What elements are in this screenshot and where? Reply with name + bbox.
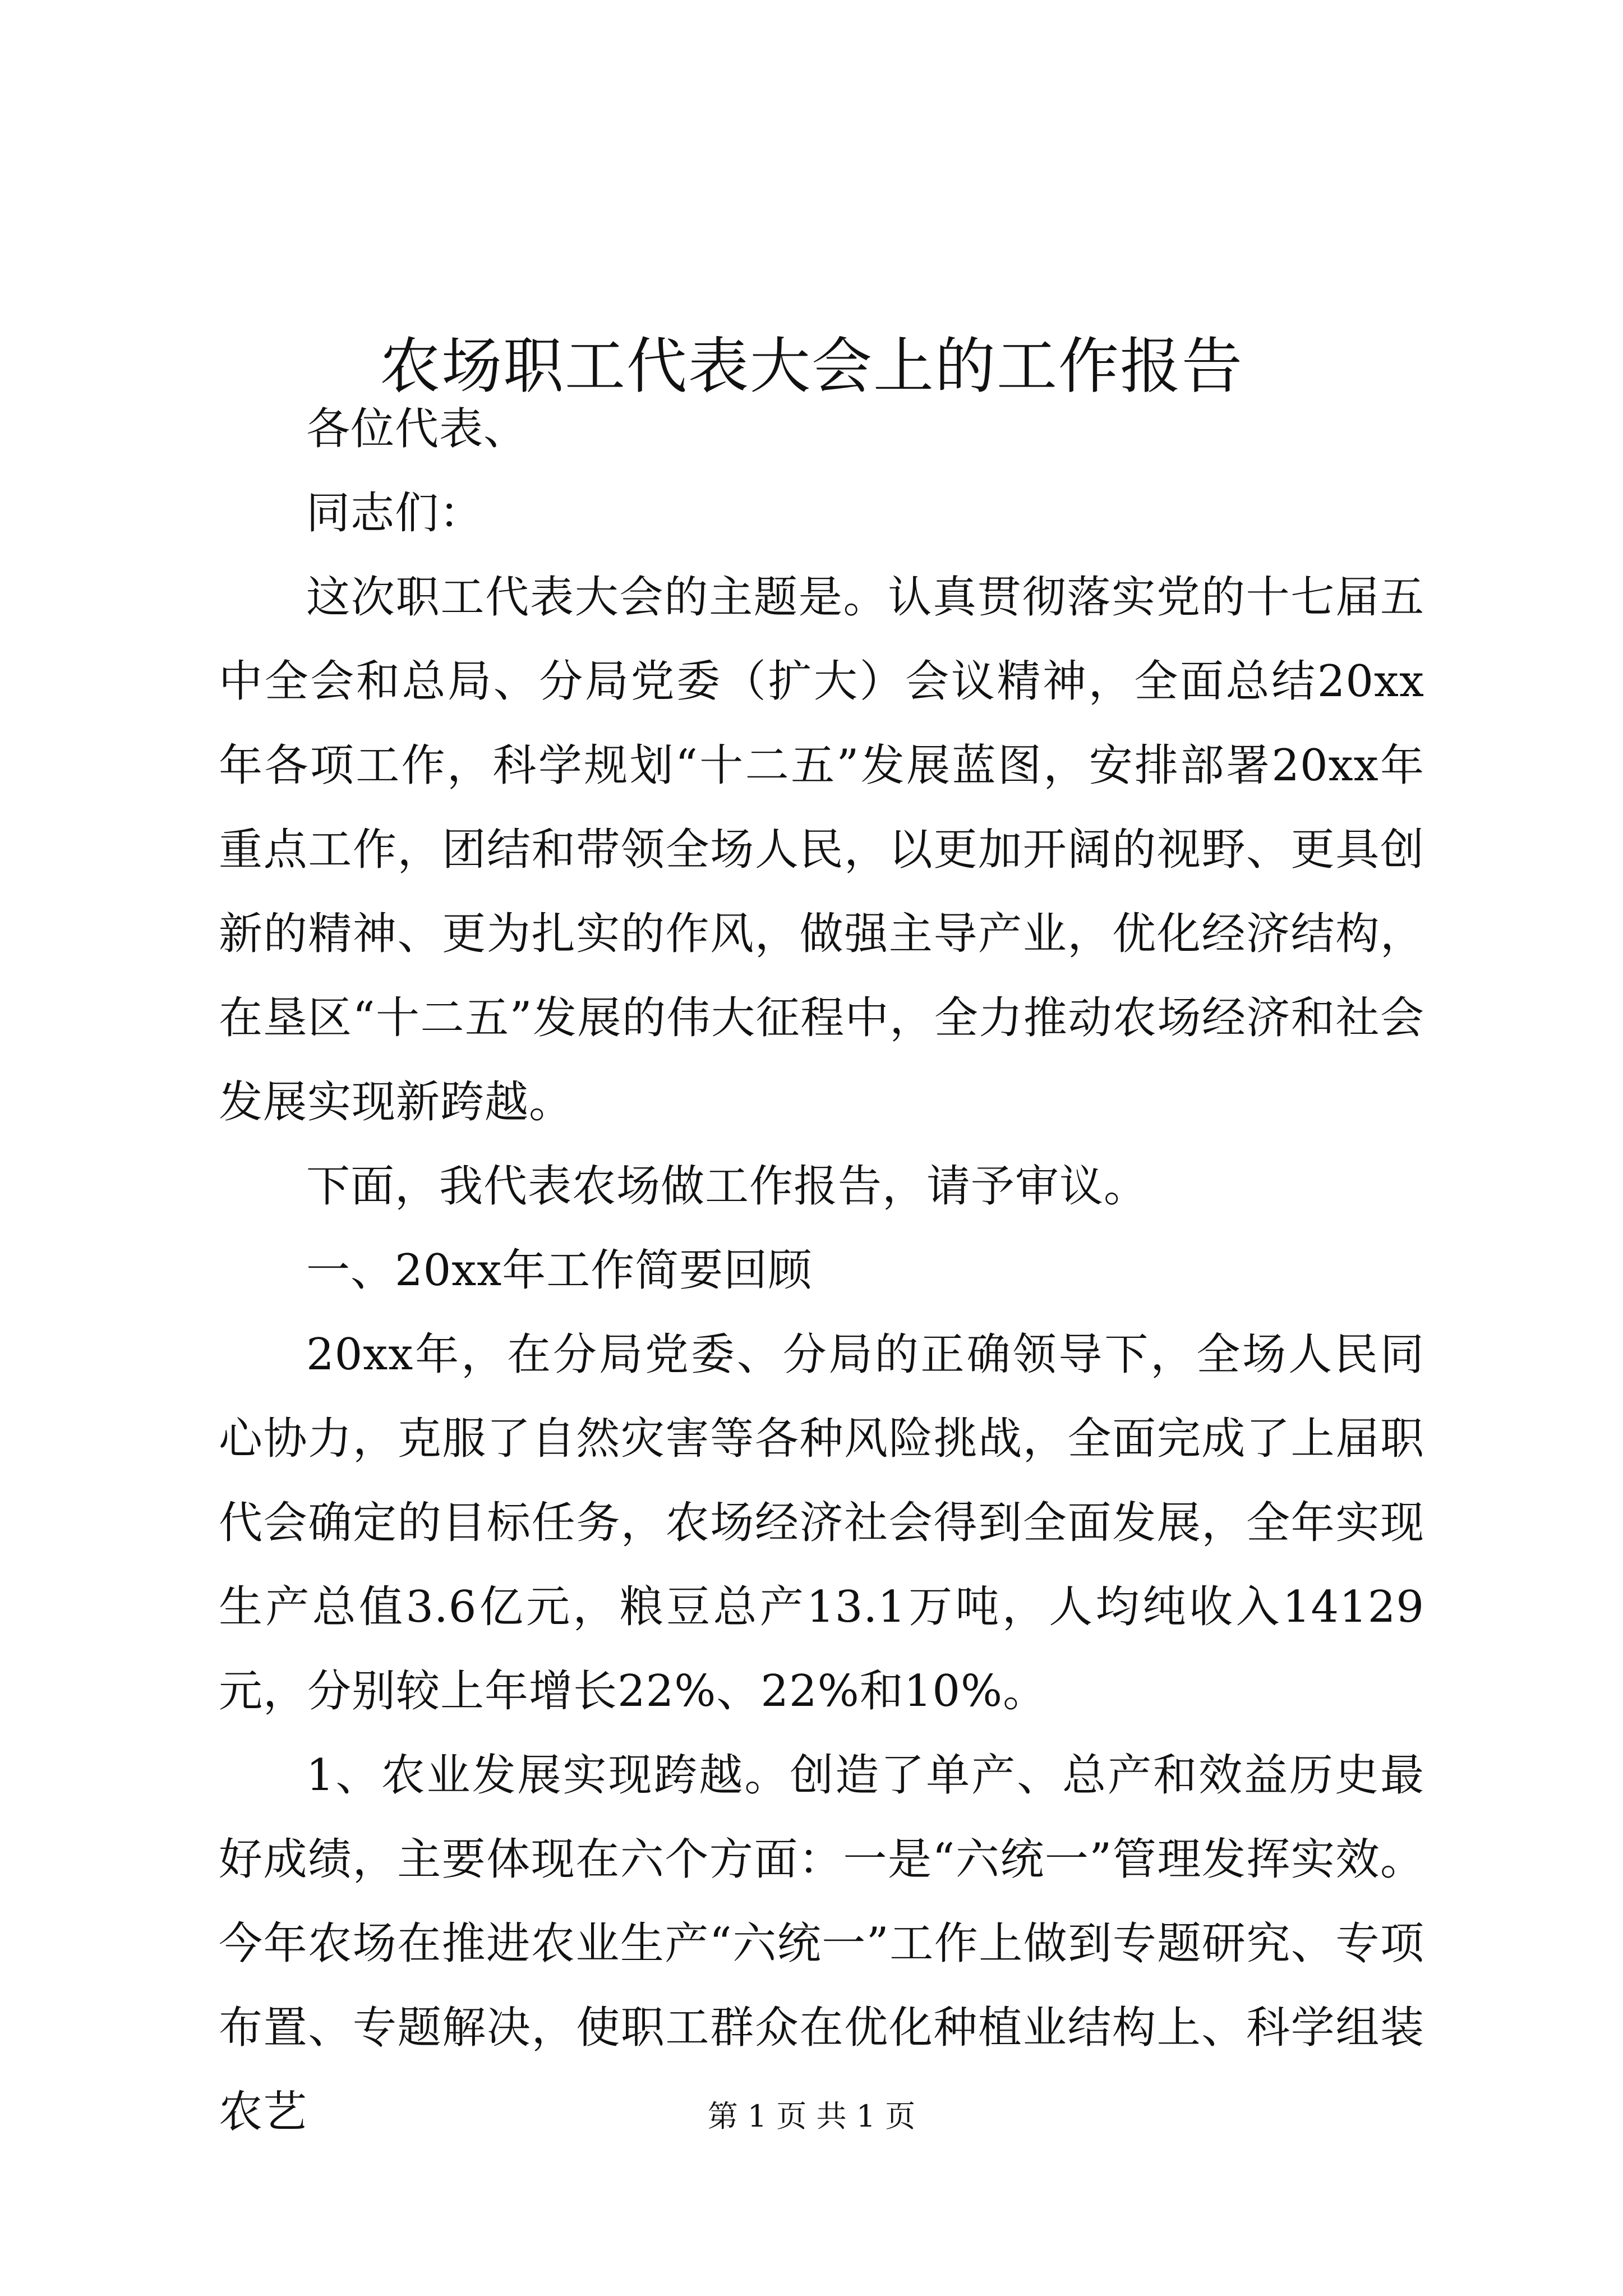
paragraph-intro: 下面，我代表农场做工作报告，请予审议。 — [306, 1161, 1149, 1212]
section-heading-review: 一、20xx年工作简要回顾 — [306, 1245, 813, 1296]
paragraph-overview: 20xx年，在分局党委、分局的正确领导下，全场人民同心协力，克服了自然灾害等各种风险挑战，全面完成了上届职代会确定的目标任务，农场经济社会得到全面发展，全年实现生产总值3.6亿元，粮豆总产13.1万吨，人均纯收入14129元，分别较上年增长22%、22%和10%。 — [219, 1329, 1424, 1717]
page-footer: 第 1 页 共 1 页 — [707, 2099, 916, 2134]
paragraph-theme: 这次职工代表大会的主题是。认真贯彻落实党的十七届五中全会和总局、分局党委（扩大）会议精神，全面总结20xx年各项工作，科学规划“十二五”发展蓝图，安排部署20xx年重点工作，团结和带领全场人民，以更加开阔的视野、更具创新的精神、更为扎实的作风，做强主导产业，优化经济结构，在垦区“十二五”发展的伟大征程中，全力推动农场经济和社会发展实现新跨越。 — [219, 572, 1424, 1128]
salutation-line-1: 各位代表、 — [306, 404, 528, 454]
document-title: 农场职工代表大会上的工作报告 — [379, 332, 1243, 402]
salutation-line-2: 同志们： — [306, 488, 484, 539]
document-body — [219, 387, 1424, 2154]
paragraph-agriculture: 1、农业发展实现跨越。创造了单产、总产和效益历史最好成绩，主要体现在六个方面：一是“六统一”管理发挥实效。今年农场在推进农业生产“六统一”工作上做到专题研究、专项布置、专题解决，使职工群众在优化种植业结构上、科学组装农艺 — [219, 1750, 1424, 2137]
